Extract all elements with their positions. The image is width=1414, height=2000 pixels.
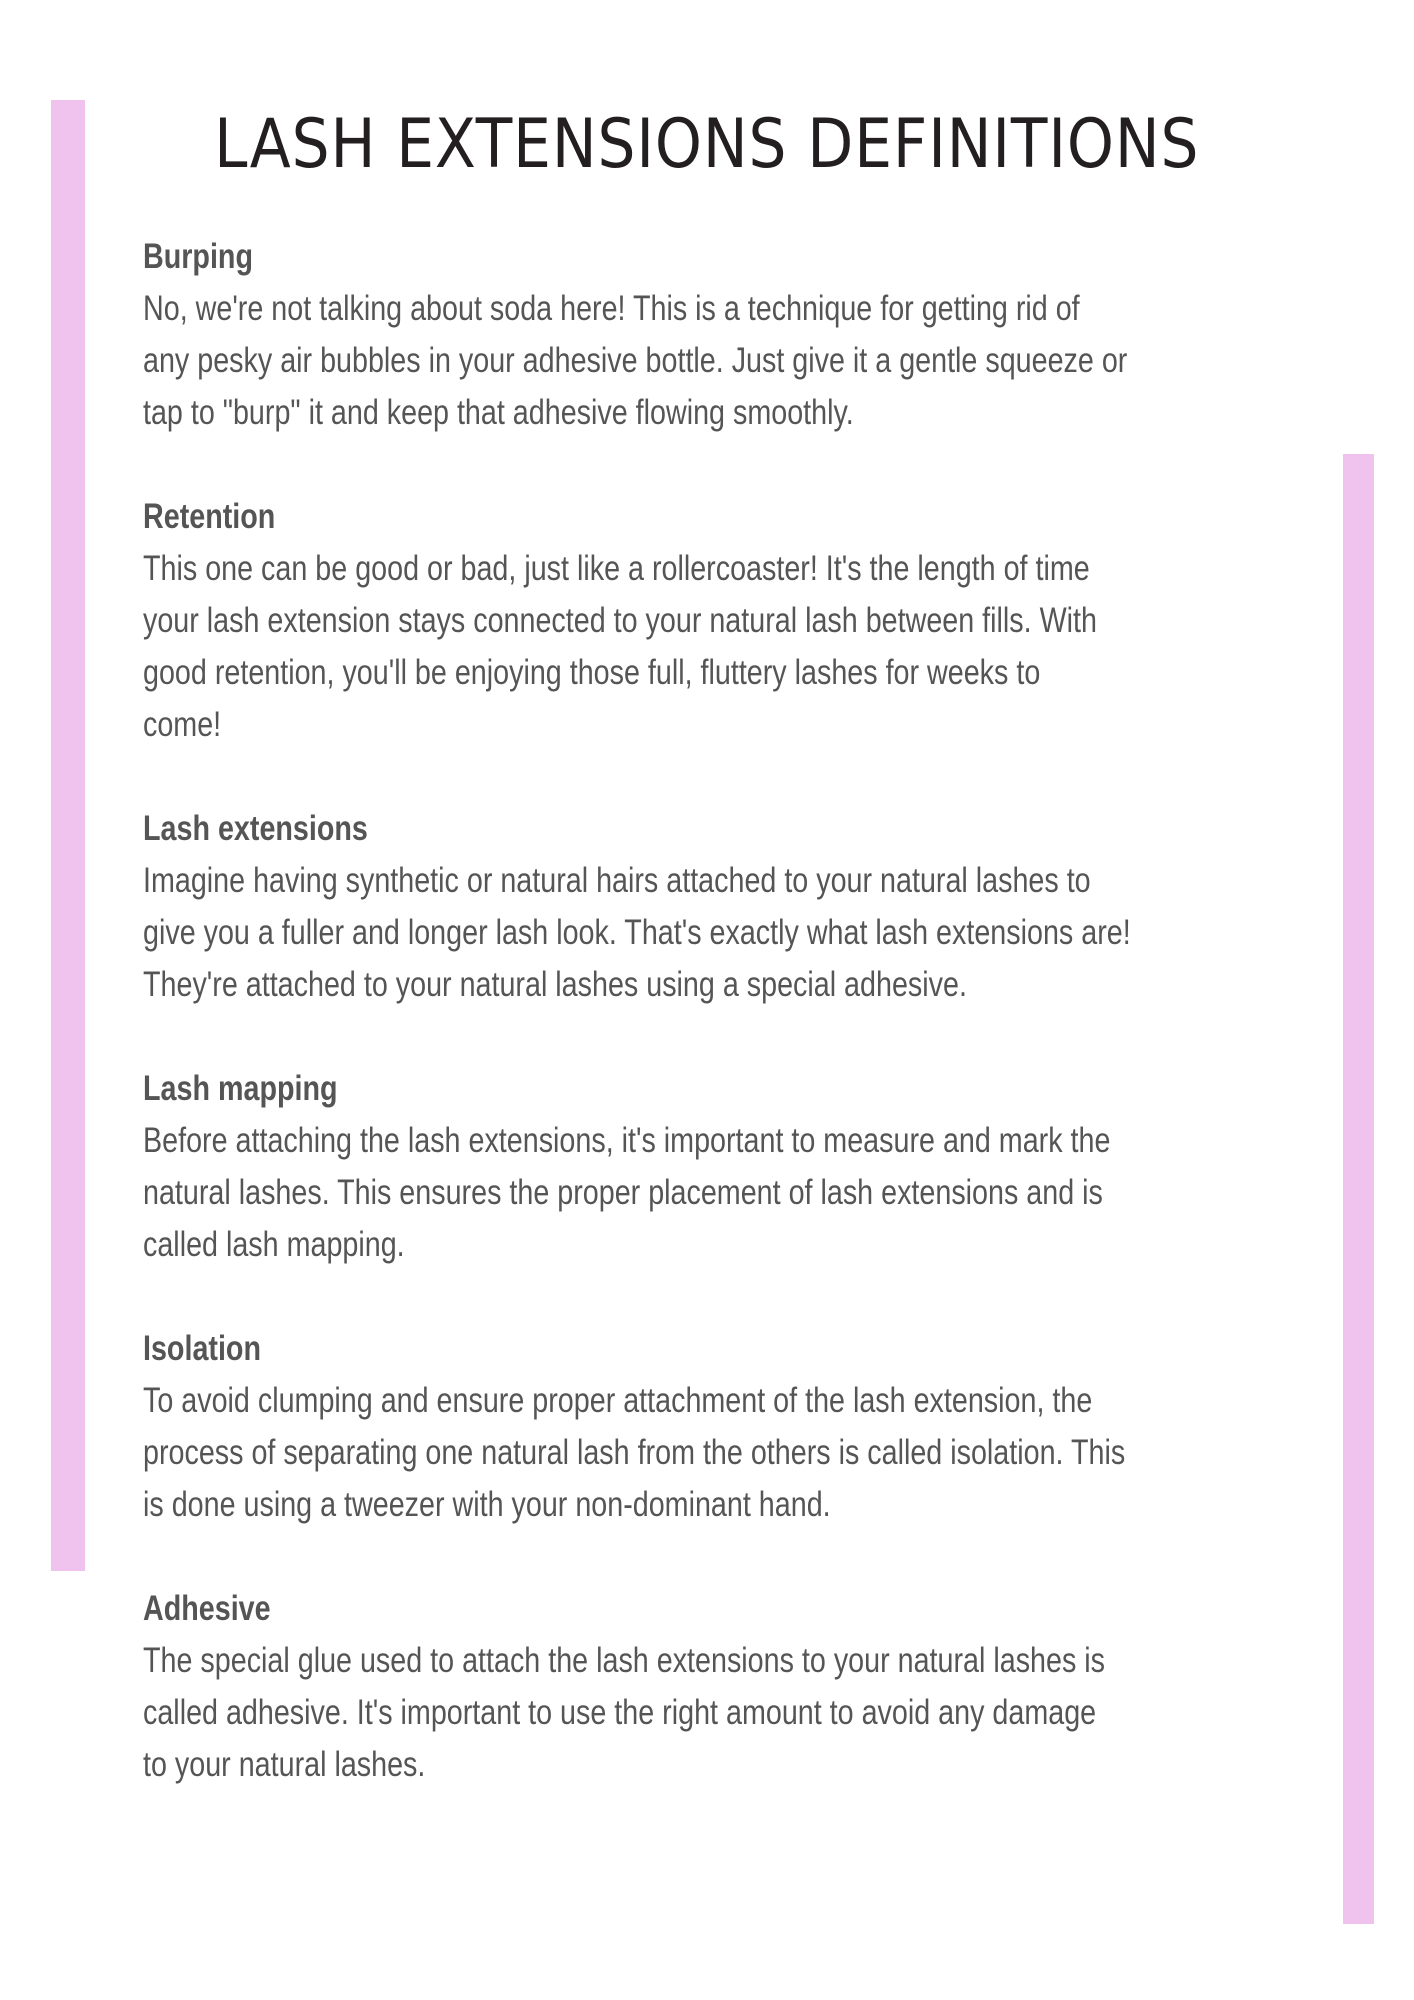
definitions-list: [143, 231, 1343, 1843]
definition-text-line: good retention, you'll be enjoying those full, fluttery lashes for weeks to: [143, 653, 1041, 692]
definition-term: Isolation: [143, 1329, 262, 1368]
definition-term: Adhesive: [143, 1589, 271, 1628]
definition-term: Lash extensions: [143, 809, 368, 848]
page-title-text: LASH EXTENSIONS DEFINITIONS: [214, 105, 1200, 184]
definition-text-line: called adhesive. It's important to use the right amount to avoid any damage: [143, 1693, 1097, 1732]
definition-text-line: No, we're not talking about soda here! This is a technique for getting rid of: [143, 289, 1080, 328]
definition-text-line: They're attached to your natural lashes using a special adhesive.: [143, 965, 967, 1004]
definition-text-line: The special glue used to attach the lash extensions to your natural lashes is: [143, 1641, 1106, 1680]
definition-text-line: to your natural lashes.: [143, 1745, 426, 1784]
definition-lash-mapping: [143, 1063, 1343, 1271]
definition-text-line: come!: [143, 705, 222, 744]
definition-burping: [143, 231, 1343, 439]
definition-adhesive: [143, 1583, 1343, 1791]
definition-text-line: called lash mapping.: [143, 1225, 405, 1264]
definition-text-line: This one can be good or bad, just like a rollercoaster! It's the length of time: [143, 549, 1090, 588]
decorative-bar-left: [51, 100, 85, 1571]
definition-retention: [143, 491, 1343, 751]
definition-text-line: Imagine having synthetic or natural hairs attached to your natural lashes to: [143, 861, 1091, 900]
definition-isolation: [143, 1323, 1343, 1531]
definition-term: Retention: [143, 497, 276, 536]
definition-text-line: is done using a tweezer with your non-dominant hand.: [143, 1485, 831, 1524]
definition-term: Lash mapping: [143, 1069, 338, 1108]
definition-text-line: tap to "burp" it and keep that adhesive flowing smoothly.: [143, 393, 854, 432]
definition-text-line: To avoid clumping and ensure proper attachment of the lash extension, the: [143, 1381, 1093, 1420]
definition-term: Burping: [143, 237, 253, 276]
decorative-bar-right: [1343, 454, 1374, 1924]
page-title: [0, 100, 1414, 190]
definition-text-line: natural lashes. This ensures the proper placement of lash extensions and is: [143, 1173, 1103, 1212]
definition-lash-extensions: [143, 803, 1343, 1011]
definition-text-line: your lash extension stays connected to your natural lash between fills. With: [143, 601, 1097, 640]
definition-text-line: any pesky air bubbles in your adhesive bottle. Just give it a gentle squeeze or: [143, 341, 1128, 380]
definition-text-line: process of separating one natural lash from the others is called isolation. This: [143, 1433, 1126, 1472]
definition-text-line: Before attaching the lash extensions, it's important to measure and mark the: [143, 1121, 1111, 1160]
definition-text-line: give you a fuller and longer lash look. That's exactly what lash extensions are!: [143, 913, 1131, 952]
